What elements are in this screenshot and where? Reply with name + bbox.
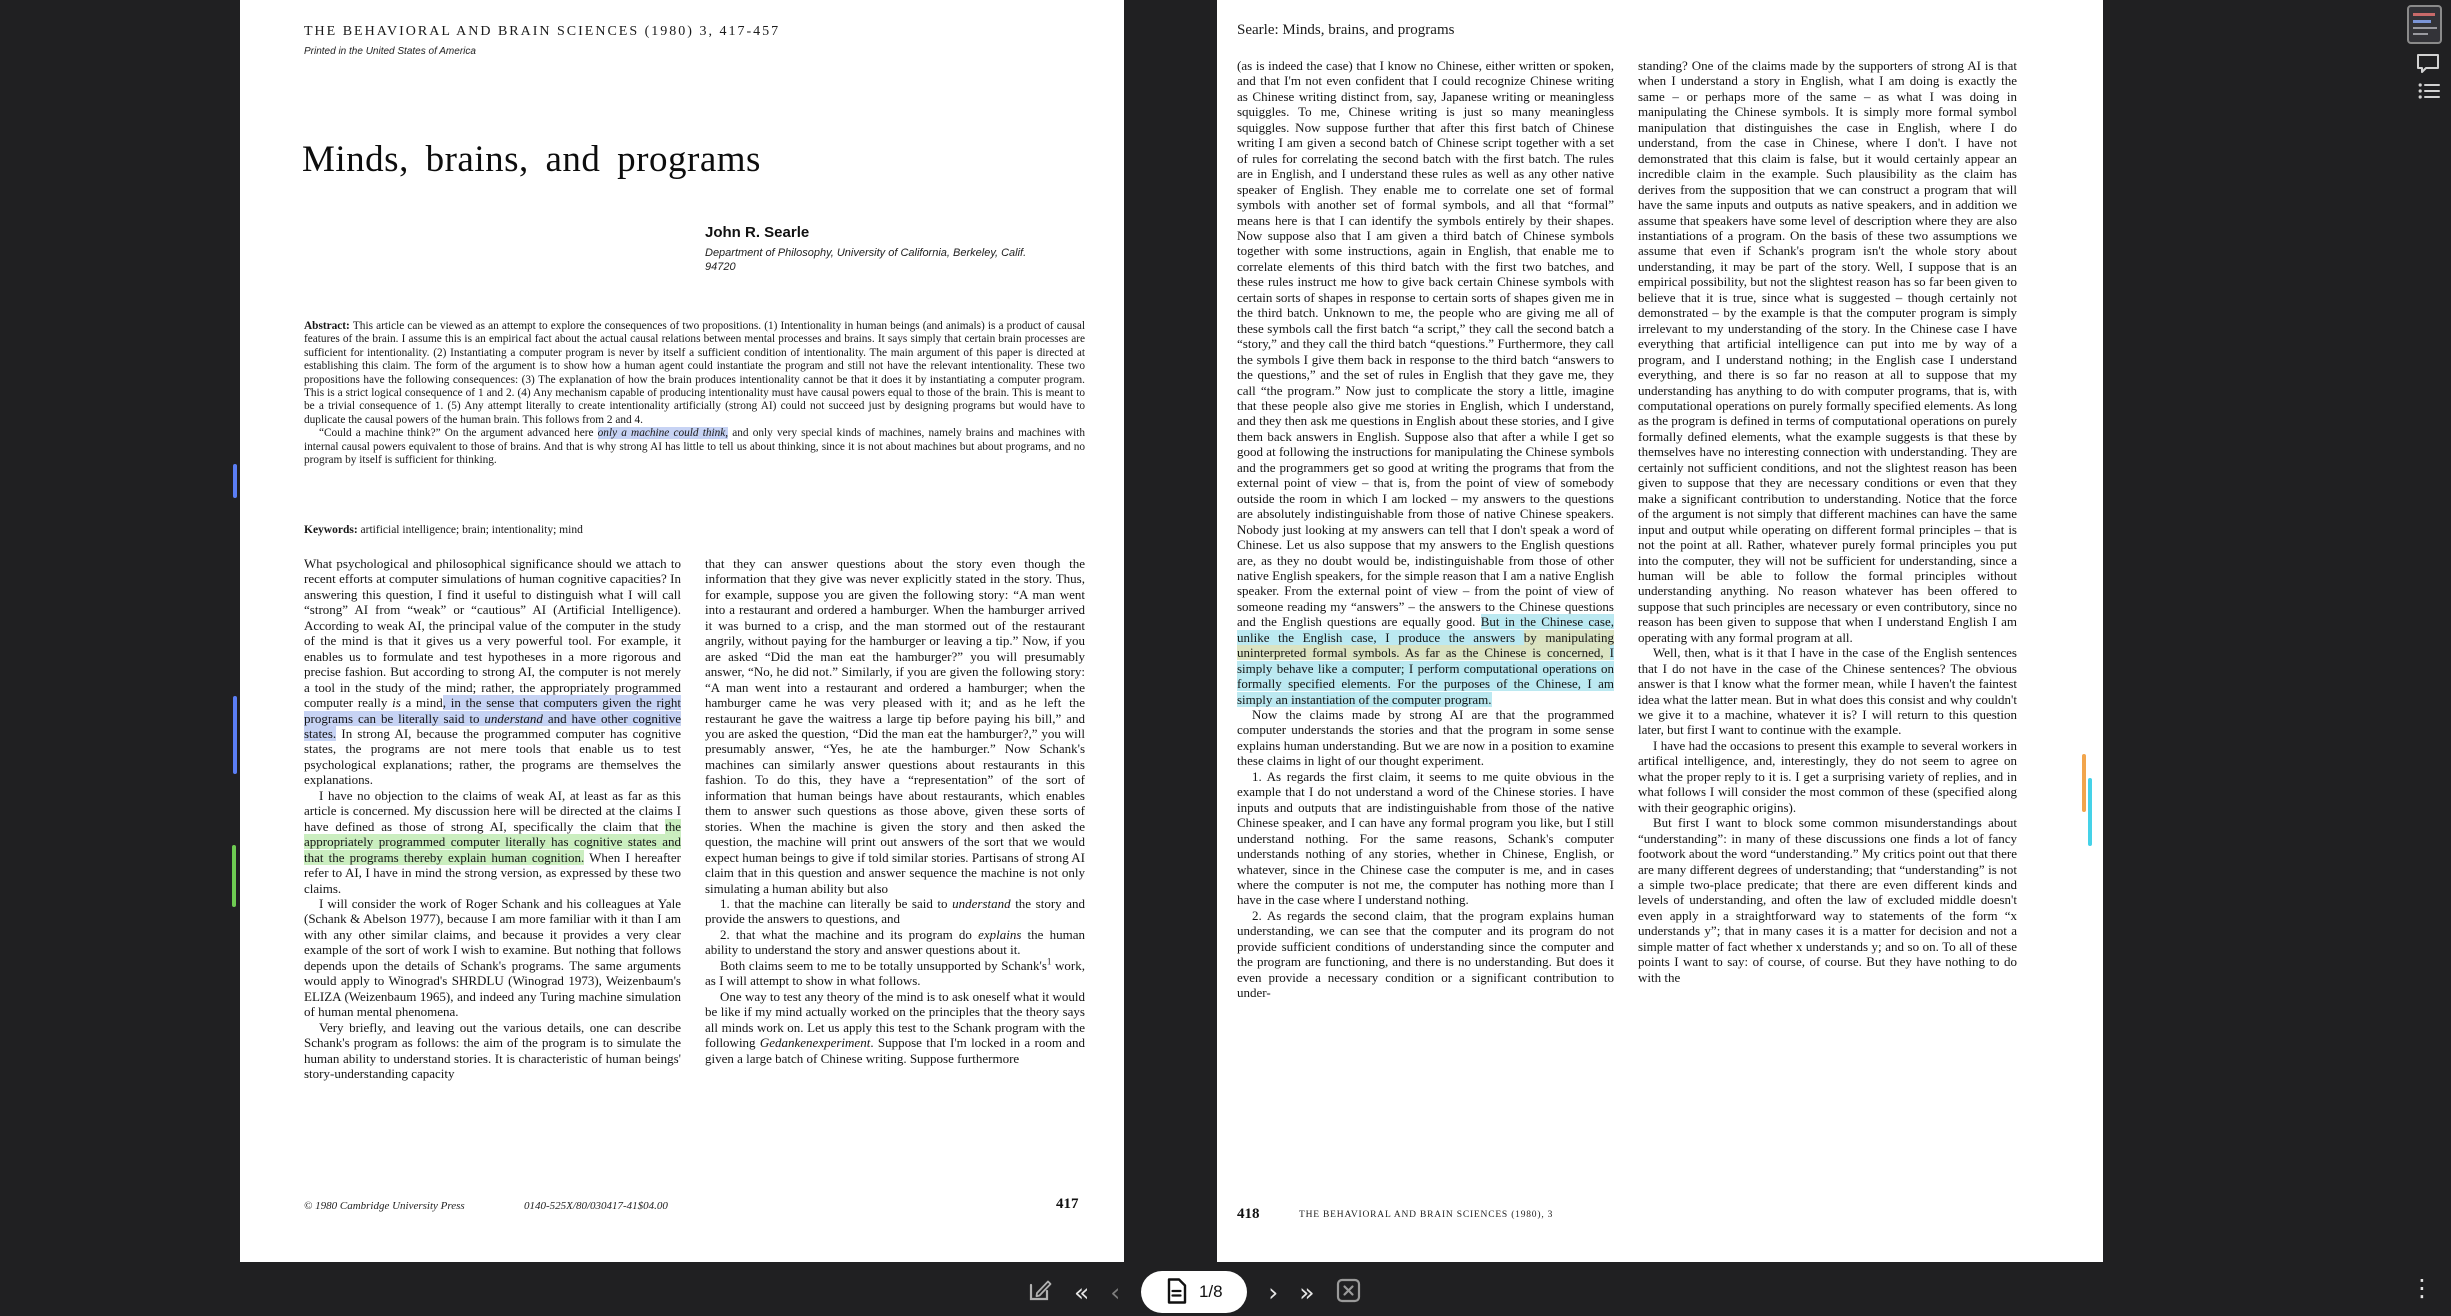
thumbnail-mark-blue bbox=[2413, 20, 2431, 23]
paragraph: One way to test any theory of the mind is to ask oneself what it would be like if my mind actually worked on the principles that the theory says all minds work on. Let us apply this test to the Schank program with the following Gedankenexperiment. Suppose that I'm locked in a room and given a large batch of Chinese writing. Suppose furthermore bbox=[705, 988, 1085, 1066]
comments-panel-button[interactable] bbox=[2416, 52, 2440, 77]
paragraph: What psychological and philosophical significance should we attach to recent efforts at computer simulations of human cognitive capacities? In answering this question, I find it useful to distinguish what I will call “strong” AI from “weak” or “cautious” AI (Artificial Intelligence). According to weak AI, the principal value of the computer in the study of the mind is that it gives us a very powerful tool. For example, it enables us to formulate and test hypotheses in a more rigorous and precise fashion. But according to strong AI, the computer is not merely a tool in the study of the mind; rather, the appropriately programmed computer really is a mind, in the sense that computers given the right programs can be literally said to understand and have other cognitive states. In strong AI, because the programmed computer has cognitive states, the programs are not mere tools that enable us to test psychological explanations; rather, the programs are themselves the explanations. bbox=[304, 556, 681, 788]
paragraph: 2. As regards the second claim, that the program explains human understanding, we can see that the computer and its program do not provide sufficient conditions of understanding since the computer and the program are functioning, and there is no understanding. But does it even provide a necessary condition or a significant contribution to under- bbox=[1237, 907, 1614, 1001]
close-box-icon bbox=[1336, 1278, 1361, 1306]
footer-issn: 0140-525X/80/030417-41$04.00 bbox=[524, 1200, 668, 1212]
running-header: Searle: Minds, brains, and programs bbox=[1237, 22, 1455, 38]
paragraph: I will consider the work of Roger Schank and his colleagues at Yale (Schank & Abelson 1977), because I am more familiar with it than I am with any other similar claims, and because it provides a very clear example of the sort of work I wish to examine. But nothing that follows depends upon the details of Schank's programs. The same arguments would apply to Winograd's SHRDLU (Winograd 1973), Weizenbaum's ELIZA (Weizenbaum 1965), and indeed any Turing machine simulation of human mental phenomena. bbox=[304, 895, 681, 1020]
first-page-button[interactable] bbox=[1074, 1277, 1090, 1307]
document-page-417 bbox=[240, 0, 1124, 1262]
paragraph: “Could a machine think?” On the argument advanced here only a machine could think, and only very special kinds of machines, namely brains and machines with internal causal powers equivalent to those of brains. And that is why strong AI has little to tell us about thinking, since it is not about machines but about programs, and no program by itself is sufficient for thinking. bbox=[304, 427, 1085, 467]
paragraph: But first I want to block some common misunderstandings about “understanding”: in many of these discussions one finds a lot of fancy footwork about the word “understanding.” My critics point out that there are many different degrees of understanding; that “understanding” is not a simple two-place predicate; that there are even different kinds and levels of understanding, and often the law of excluded middle doesn't even apply in a straightforward way to statements of the form “x understands y”; that in many cases it is a matter for decision and not a simple matter of fact whether x understands y; and so on. To all of these points I want to say: of course, of course. But they have nothing to do with the bbox=[1638, 815, 2017, 985]
paragraph: Keywords: artificial intelligence; brain; intentionality; mind bbox=[304, 524, 583, 536]
text-highlight-blue: and have other cognitive states. bbox=[304, 710, 681, 741]
previous-page-button[interactable] bbox=[1110, 1277, 1121, 1307]
paragraph: Now the claims made by strong AI are that the programmed computer understands the stories and that the program in some sense explains human understanding. But we are now in a position to examine these claims in light of our thought experiment. bbox=[1237, 707, 1614, 769]
footer-journal-line: THE BEHAVIORAL AND BRAIN SCIENCES (1980), 3 bbox=[1299, 1210, 1554, 1220]
text-highlight-cyan: But in the Chinese case, unlike the English case, I produce the answers bbox=[1237, 614, 1614, 645]
paragraph: 1. that the machine can literally be said to understand the story and provide the answers to questions, and bbox=[705, 895, 1085, 927]
paragraph: standing? One of the claims made by the supporters of strong AI is that when I understand a story in English, what I am doing is exactly the same – or perhaps more of the same – as what I was doing in manipulating the Chinese symbols. It is simply more formal symbol manipulation that distinguishes the case in English, where I do understand, from the case in Chinese, where I don't. I have not demonstrated that this claim is false, but it would certainly appear an incredible claim in the example. Such plausibility as the claim has derives from the supposition that we can construct a program that will have the same inputs and outputs as native speakers, and in addition we assume that speakers have some level of description where they are also instantiations of a program. On the basis of these two assumptions we assume that even if Schank's program isn't the whole story about understanding, it may be part of the story. Well, I suppose that is an empirical possibility, but not the slightest reason has so far been given to believe that it is true, since what is suggested – though certainly not demonstrated – by the example is that the computer program is simply irrelevant to my understanding of the story. In the Chinese case I have everything that artificial intelligence can put into me by way of a program, and I understand nothing; in the English case I understand everything, and there is so far no reason at all to suppose that my understanding has anything to do with computer programs, that is, with computational operations on purely formally specified elements. As long as the program is defined in terms of computational operations on purely formally defined elements, what the example suggests is that these by themselves have no interesting connection with understanding. They are certainly not sufficient conditions, and not the slightest reason has been given to suppose that they are necessary conditions or even that they make a significant contribution to understanding. Notice that the force of the argument is not simply that different machines can have the same input and output while operating on different formal principles – that is not the point at all. Rather, whatever purely formal principles you put into the computer, they will not be sufficient for understanding, since a human will be able to follow the formal principles without understanding anything. No reason whatever has been offered to suppose that such principles are necessary or even contributory, since no reason has been given to suppose that when I understand English I am operating with any formal program at all. bbox=[1638, 58, 2017, 645]
text-highlight-green: the appropriately programmed computer literally has cognitive states and that the programs thereby explain human cognition. bbox=[304, 818, 681, 865]
paragraph: I have had the occasions to present this example to several workers in artifical intelligence, and, interestingly, they do not seem to agree on what the proper reply to it is. I get a surprising variety of replies, and in what follows I will consider the most common of these (specified along with their geographic origins). bbox=[1638, 737, 2017, 815]
annotation-position-marker[interactable] bbox=[2088, 778, 2092, 846]
page-indicator-button[interactable] bbox=[1141, 1271, 1247, 1313]
text-highlight-blue: only a machine could think, bbox=[597, 427, 729, 440]
outline-panel-button[interactable] bbox=[2418, 82, 2440, 103]
printed-in-line: Printed in the United States of America bbox=[304, 46, 476, 57]
paragraph: 1. As regards the first claim, it seems to me quite obvious in the example that I do not understand a word of the Chinese stories. I have inputs and outputs that are indistinguishable from those of the native Chinese speaker, and I can have any formal program you like, but I still understand nothing. For the same reasons, Schank's computer understands nothing of any stories, whether in Chinese, English, or whatever, since in the Chinese case the computer is me, and in cases where the computer is not me, the computer has nothing more than I have in the case where I understand nothing. bbox=[1237, 768, 1614, 908]
comment-bubble-icon bbox=[2416, 62, 2440, 77]
keywords-line bbox=[304, 524, 1085, 536]
annotation-thumbnail-button[interactable] bbox=[2407, 5, 2442, 44]
annotation-position-marker[interactable] bbox=[232, 845, 236, 907]
text-highlight-cyan: I simply behave like a computer; I perform computational operations on formally specified elements. For the purposes of the Chinese, I am simply an instantiation of the computer program. bbox=[1237, 645, 1614, 707]
document-page-418 bbox=[1217, 0, 2103, 1262]
paragraph: 2. that what the machine and its program do explains the human ability to understand the story and answer questions about it. bbox=[705, 926, 1085, 958]
annotation-position-marker[interactable] bbox=[2082, 754, 2086, 812]
next-page-button[interactable] bbox=[1268, 1277, 1279, 1307]
text-highlight-blue: understand bbox=[484, 710, 543, 726]
thumbnail-mark-red bbox=[2413, 13, 2435, 16]
journal-header: THE BEHAVIORAL AND BRAIN SCIENCES (1980) 3, 417-457 bbox=[304, 24, 781, 39]
paragraph: Very briefly, and leaving out the various details, one can describe Schank's program as follows: the aim of the program is to simulate the human ability to understand stories. It is characteristic of human beings' story-understanding capacity bbox=[304, 1019, 681, 1081]
affiliation-line-2: 94720 bbox=[705, 261, 736, 273]
annotation-position-marker[interactable] bbox=[233, 464, 237, 498]
last-page-button[interactable] bbox=[1299, 1277, 1315, 1307]
double-chevron-left-icon: « bbox=[1074, 1277, 1090, 1307]
affiliation-line-1: Department of Philosophy, University of California, Berkeley, Calif. bbox=[705, 247, 1027, 259]
list-outline-icon bbox=[2418, 88, 2440, 103]
right-page-column-1 bbox=[1237, 58, 1614, 1184]
page-number-418: 418 bbox=[1237, 1206, 1260, 1222]
paragraph: (as is indeed the case) that I know no Chinese, either written or spoken, and that I'm not even confident that I could recognize Chinese writing as Chinese writing distinct from, say, Japanese writing or meaningless squiggles. To me, Chinese writing is just so many meaningless squiggles. Now suppose further that after this first batch of Chinese writing I am given a second batch of Chinese script together with a set of rules for correlating the second batch with the first batch. The rules are in English, and I understand these rules as well as any other native speaker of English. They enable me to correlate one set of formal symbols with another set of formal symbols, and all that “formal” means here is that I can identify the symbols entirely by their shapes. Now suppose also that I am given a third batch of Chinese symbols together with some instructions, again in English, that enable me to correlate elements of this third batch with the first two batches, and these rules instruct me how to give back certain Chinese symbols with certain sorts of shapes in response to certain sorts of shapes given me in the third batch. Unknown to me, the people who are giving me all of these symbols call the first batch “a script,” they call the second batch a “story,” and they call the third batch “questions.” Furthermore, they call the symbols I give them back in response to the third batch “answers to the questions,” and the set of rules in English that they gave me, they call “the program.” Now just to complicate the story a little, imagine that these people also give me stories in English, which I understand, and they then ask me questions in English about these stories, and I give them back answers in English. Suppose also that after a while I get so good at following the instructions for manipulating the Chinese symbols and the programmers get so good at writing the programs that from the external point of view – that is, from the point of view of somebody outside the room in which I am locked – my answers to the questions are absolutely indistinguishable from those of native Chinese speakers. Nobody just looking at my answers can tell that I don't speak a word of Chinese. Let us also suppose that my answers to the English questions are, as they no doubt would be, indistinguishable from those of other native English speakers, for the simple reason that I am a native English speaker. From the external point of view – from the point of view of someone reading my “answers” – the answers to the Chinese questions and the English questions are equally good. But in the Chinese case, unlike the English case, I produce the answers by manipulating uninterpreted formal symbols. As far as the Chinese is concerned, I simply behave like a computer; I perform computational operations on formally specified elements. For the purposes of the Chinese, I am simply an instantiation of the computer program. bbox=[1237, 58, 1614, 707]
abstract bbox=[304, 320, 1085, 467]
left-page-column-2 bbox=[705, 556, 1085, 1172]
text-highlight-tan: by manipulating uninterpreted formal symbols. As far as the Chinese is concerned, bbox=[1237, 629, 1614, 661]
paragraph: I have no objection to the claims of weak AI, at least as far as this article is concerned. My discussion here will be directed at the claims I have defined as those of strong AI, specifically the claim that the appropriately programmed computer literally has cognitive states and that the programs thereby explain human cognition. When I hereafter refer to AI, I have in mind the strong version, as expressed by these two claims. bbox=[304, 787, 681, 896]
footer-copyright: © 1980 Cambridge University Press bbox=[304, 1200, 465, 1212]
close-viewer-button[interactable] bbox=[1336, 1278, 1361, 1306]
page-number-417: 417 bbox=[1056, 1196, 1079, 1212]
chevron-right-icon: › bbox=[1268, 1277, 1279, 1307]
paragraph: Abstract: This article can be viewed as an attempt to explore the consequences of two propositions. (1) Intentionality in human beings (and animals) is a product of causal features of the brain. I assume this is an empirical fact about the actual causal relations between mental processes and brains. It says simply that certain brain processes are sufficient for intentionality. (2) Instantiating a computer program is never by itself a sufficient condition of intentionality. The main argument of this paper is directed at establishing this claim. The form of the argument is to show how a human agent could instantiate the program and still not have the relevant intentionality. These two propositions have the following consequences: (3) The explanation of how the brain produces intentionality cannot be that it does it by instantiating a computer program. This is a strict logical consequence of 1 and 2. (4) Any mechanism capable of producing intentionality must have causal powers equal to those of the brain. This is meant to be a trivial consequence of 1. (5) Any attempt literally to create intentionality artificially (strong AI) could not succeed just by designing programs but would have to duplicate the causal powers of the human brain. This follows from 2 and 4. bbox=[304, 320, 1085, 426]
thumbnail-mark-gray2 bbox=[2413, 33, 2428, 35]
left-page-column-1 bbox=[304, 556, 681, 1172]
page-indicator-value: 1/8 bbox=[1198, 1282, 1223, 1301]
viewer-toolbar bbox=[1026, 1268, 1361, 1316]
author-affiliation bbox=[705, 246, 1105, 274]
annotation-position-marker[interactable] bbox=[233, 696, 237, 774]
more-options-button[interactable]: ⋮ bbox=[2410, 1274, 2434, 1302]
article-title: Minds, brains, and programs bbox=[302, 139, 761, 180]
thumbnail-mark-gray bbox=[2413, 27, 2437, 29]
document-page-icon bbox=[1166, 1278, 1187, 1307]
author-name: John R. Searle bbox=[705, 224, 810, 241]
double-chevron-right-icon: » bbox=[1299, 1277, 1315, 1307]
text-highlight-blue: , in the sense that computers given the right programs can be literally said to bbox=[304, 695, 681, 726]
chevron-left-icon: ‹ bbox=[1110, 1277, 1121, 1307]
paragraph: Well, then, what is it that I have in the case of the English sentences that I do not have in the case of the Chinese sentences? The obvious answer is that I know what the former mean, while I haven't the faintest idea what the latter mean. But in what does this consist and why couldn't we give it to a machine, whatever it is? I will return to this question later, but first I want to continue with the example. bbox=[1638, 645, 2017, 738]
paragraph: that they can answer questions about the story even though the information that they give was never explicitly stated in the story. Thus, for example, suppose you are given the following story: “A man went into a restaurant and ordered a hamburger. When the hamburger arrived it was burned to a crisp, and the man stormed out of the restaurant angrily, without paying for the hamburger or leaving a tip.” Now, if you are asked “Did the man eat the hamburger?” you will presumably answer, “No, he did not.” Similarly, if you are given the following story: “A man went into a restaurant and ordered a hamburger; when the hamburger came he was very pleased with it; and as he left the restaurant he gave the waitress a large tip before paying his bill,” and you are asked the question, “Did the man eat the hamburger?,” you will presumably answer, “Yes, he ate the hamburger.” Now Schank's machines can similarly answer questions about restaurants in this fashion. To do this, they have a “representation” of the sort of information that human beings have about restaurants, which enables them to answer such questions as those above, given these sorts of stories. When the machine is given the story and then asked the question, the machine will print out answers of the sort that we would expect human beings to give if told similar stories. Partisans of strong AI claim that in this question and answer sequence the machine is not only simulating a human ability but also bbox=[705, 556, 1085, 896]
annotate-edit-button[interactable] bbox=[1026, 1277, 1053, 1307]
right-page-column-2 bbox=[1638, 58, 2017, 1184]
edit-pencil-icon bbox=[1026, 1277, 1053, 1307]
paragraph: Both claims seem to me to be totally unsupported by $Schank's^1$ work, as I will attempt to show in what follows. bbox=[705, 956, 1085, 989]
